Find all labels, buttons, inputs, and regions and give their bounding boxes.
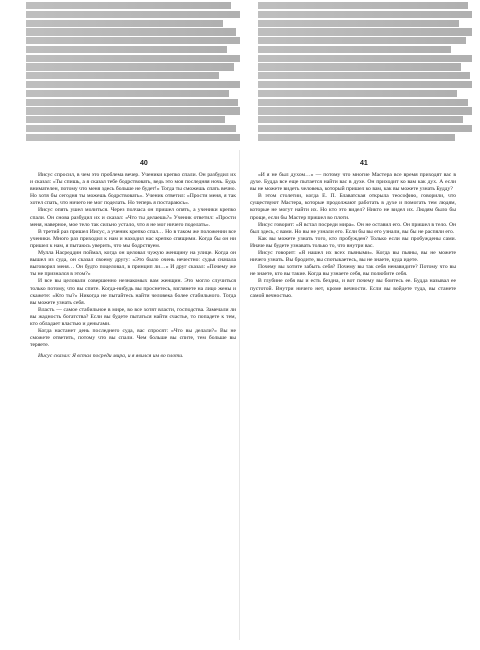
text-line xyxy=(258,63,461,70)
previous-spread-strip xyxy=(8,0,472,145)
left-paragraph: В третий раз пришел Иисус, а ученик крепко спал… Но в таком же положении все ученики. Много раз приходил к нам и находил нас крепко спящими. Когда бы он ни пришел к нам, я пытаюсь уверить, что мы бодрствуем. xyxy=(30,228,236,249)
left-italic-quote: Иисус сказал: Я встал посреди мира, и я явился им во плоти. xyxy=(38,353,184,360)
text-line xyxy=(258,72,470,79)
left-paragraph: Иисус опять ушел молиться. Через полчаса он пришел опять, а ученики крепко спали. Он снова разбудил их и сказал: «Что ты делаешь?» Ученик ответил: «Прости меня, наверное, мое тело так сильно устало, что я не мог ничего поделать». xyxy=(30,207,236,228)
text-line xyxy=(26,55,240,62)
right-paragraph: В глубине себя вы и есть бездна, и вот почему вы боитесь ее. Будда называл ее пустотой. Внутри ничего нет, кроме вечности. Если вы войдете туда, вы станете самой вечностью. xyxy=(250,278,456,299)
right-paragraph: Иисус говорит: «Я нашел их всех пьяными». Когда вы пьяны, вы не можете ничего узнать. Вы бродите, вы спотыкаетесь, вы не знаете, куда идете. xyxy=(250,250,456,264)
text-line xyxy=(26,37,240,44)
text-line xyxy=(26,107,240,114)
text-line xyxy=(26,63,234,70)
left-paragraph: И все вы целовали совершенно незнакомых вам женщин. Это могло случиться только потому, что вы спите. Когда-нибудь вы проснетесь, взглянете на лицо жены и скажете: «Кто ты?» Никогда не пытайтесь найти человека более стабильного. Тогда вы можете узнать себя. xyxy=(30,278,236,306)
text-line xyxy=(258,90,457,97)
text-line xyxy=(26,134,240,141)
text-line xyxy=(258,134,455,141)
text-line xyxy=(258,107,472,114)
text-line xyxy=(26,99,238,106)
text-line xyxy=(258,125,472,132)
right-paragraph: Как вы можете узнать того, кто пробужден? Только если вы пробуждены сами. Иначе вы будете узнавать только то, что внутри вас. xyxy=(250,235,456,249)
right-paragraph: Почему вы хотите забыть себя? Почему вы так себя ненавидите? Потому что вы не знаете, кто вы такие. Когда вы узнаете себя, вы полюбите себя. xyxy=(250,264,456,278)
text-line xyxy=(258,37,466,44)
text-line xyxy=(258,116,463,123)
book-gutter xyxy=(239,150,240,640)
text-line xyxy=(26,125,236,132)
text-line xyxy=(26,2,231,9)
right-paragraph: В этом столетии, когда Е. П. Блаватская открыла теософию, говорили, что существуют Мастера, которые продолжают работать в духе и помогать тем людям, которые не могут найти их. Но кто это видел? Никто не видел их. Людям было бы проще, если бы Мастер пришел во плоти. xyxy=(250,193,456,221)
text-line xyxy=(258,28,472,35)
left-page-text xyxy=(30,172,236,632)
right-paragraph: Иисус говорит: «Я встал посреди мира». Он не оставил его. Он пришел в тело. Он был здесь, с вами. Но вы не узнали его. Если бы вы его узнали, вы бы не распяли его. xyxy=(250,221,456,235)
right-page-text xyxy=(250,172,456,632)
text-line xyxy=(258,81,472,88)
text-line xyxy=(26,46,227,53)
left-paragraph: Иисус спросил, в чем это проблема вечер. Ученики крепко спали. Он разбудил их и сказал: «Ты спишь, а я сказал тебе бодрствовать, ведь это моя последняя ночь. Будь внимателен, потому что меня здесь больше не будет!» Тогда ты сможешь спать вечно. Но хотя бы сегодня ты можешь бодрствовать». Ученик ответил: «Прости меня, я так хотел спать, что ничего не мог поделать. Но теперь я постараюсь». xyxy=(30,172,236,207)
text-line xyxy=(26,81,240,88)
text-line xyxy=(258,99,468,106)
text-line xyxy=(258,11,472,18)
text-line xyxy=(258,55,472,62)
text-line xyxy=(26,11,240,18)
text-line xyxy=(26,28,236,35)
text-line xyxy=(26,90,229,97)
left-paragraph: Мулла Насреддин поймал, когда он целовал чужую женщину на улице. Когда он вышел из суда, он сказал своему другу: «Это было очень нечестно: судья сначала выговорил меня… Он будто поцеловал, в принцип ли…» И друг сказал: «Почему же ты не признался в этом?» xyxy=(30,250,236,278)
text-line xyxy=(258,20,459,27)
text-line xyxy=(26,116,225,123)
right-paragraph: «И я не был духом…» — потому что многие Мастера все время приходят вас в духе. Будда все еще пытается найти вас в духе. Он приходит ко вам как дух. А если вы не можете видеть человека, который пришел ко вам, как вы можете узнать Будду? xyxy=(250,172,456,193)
text-line xyxy=(26,72,219,79)
left-page-number: 40 xyxy=(140,160,148,167)
previous-left-text-block xyxy=(26,2,240,142)
right-page-number: 41 xyxy=(360,160,368,167)
text-line xyxy=(258,46,451,53)
left-paragraph: Власть — самое стабильное в мире, во все хотят власти, господства. Замечали ли вы жадность богатства? Если вы будете пытаться найти счастье, то попадете к тем, кто обладает властью и деньгами. xyxy=(30,306,236,327)
left-paragraph: Когда настанет день последнего суда, вас спросят: «Что вы делали?» Вы не сможете ответить, потому что вы спали. Чем больше вы спите, тем больше вы теряете. xyxy=(30,328,236,349)
text-line xyxy=(258,2,468,9)
text-line xyxy=(26,20,223,27)
previous-right-text-block xyxy=(258,2,472,142)
